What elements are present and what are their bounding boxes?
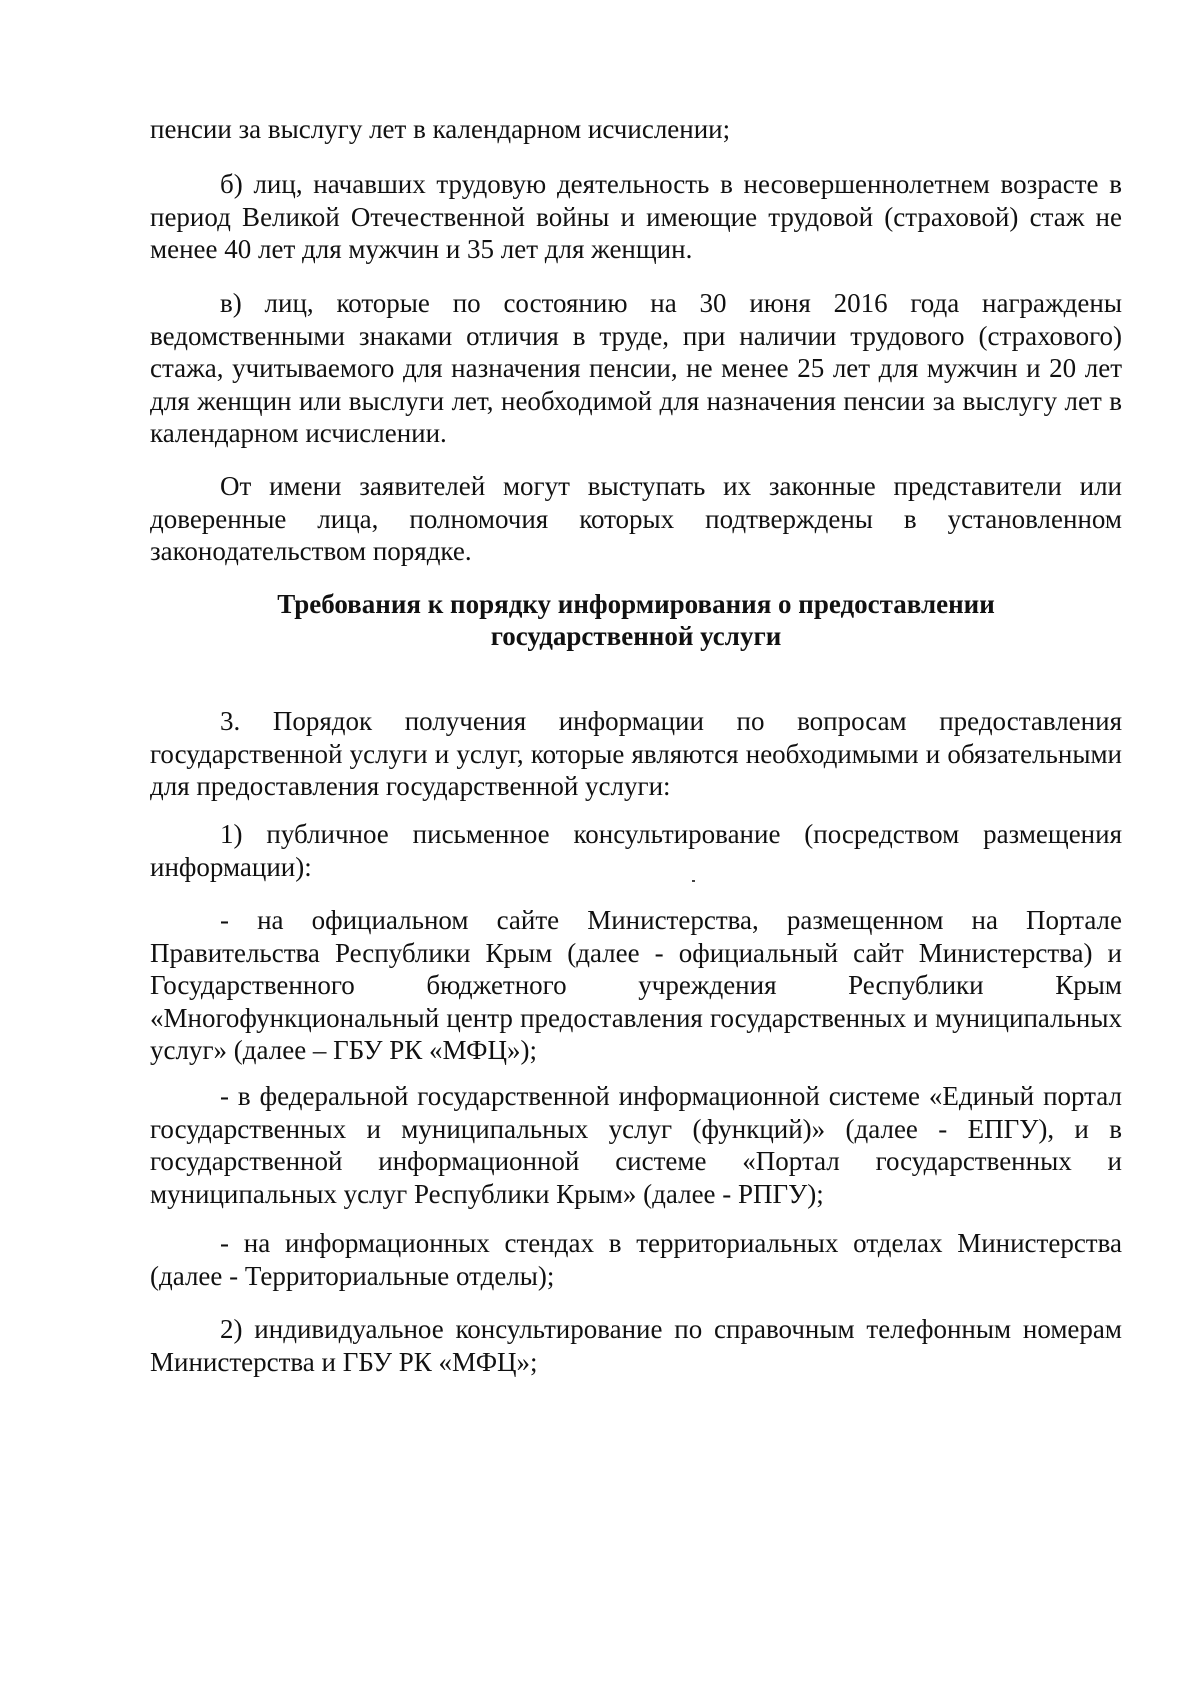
paragraph-bullet-info-stands: - на информационных стендах в территориальных отделах Министерства (далее - Территориальные отделы);: [150, 1228, 1122, 1291]
paragraph-representatives: От имени заявителей могут выступать их законные представители или доверенные лица, полномочия которых подтверждены в установленном законодательством порядке.: [150, 471, 1122, 566]
paragraph-item-2: 2) индивидуальное консультирование по справочным телефонным номерам Министерства и ГБУ РК «МФЦ»;: [150, 1314, 1122, 1377]
paragraph-bullet-official-site: - на официальном сайте Министерства, размещенном на Портале Правительства Республики Крым (далее - официальный сайт Министерства) и Государственного бюджетного учреждения Республики Крым «Многофункциональный центр предоставления государственных и муниципальных услуг» (далее – ГБУ РК «МФЦ»);: [150, 905, 1122, 1065]
paragraph-continuation: пенсии за выслугу лет в календарном исчислении;: [150, 114, 731, 144]
paragraph-bullet-federal-system: - в федеральной государственной информационной системе «Единый портал государственных и муниципальных услуг (функций)» (далее - ЕПГУ), и в государственной информационной системе «Портал государственных и муниципальных услуг Республики Крым» (далее - РПГУ);: [150, 1081, 1122, 1209]
section-heading-line-1: Требования к порядку информирования о предоставлении: [277, 589, 995, 619]
section-heading: [150, 588, 1122, 652]
section-heading-line-2: государственной услуги: [490, 621, 782, 651]
paragraph-item-b: б) лиц, начавших трудовую деятельность в несовершеннолетнем возрасте в период Великой Отечественной войны и имеющие трудовой (страховой) стаж не менее 40 лет для мужчин и 35 лет для женщин.: [150, 169, 1122, 264]
paragraph-item-v: в) лиц, которые по состоянию на 30 июня 2016 года награждены ведомственными знаками отличия в труде, при наличии трудового (страхового) стажа, учитываемого для назначения пенсии, не менее 25 лет для мужчин и 20 лет для женщин или выслуги лет, необходимой для назначения пенсии за выслугу лет в календарном исчислении.: [150, 288, 1122, 448]
paragraph-item-1: 1) публичное письменное консультирование (посредством размещения информации):: [150, 819, 1122, 882]
paragraph-section-3-intro: 3. Порядок получения информации по вопросам предоставления государственной услуги и услуг, которые являются необходимыми и обязательными для предоставления государственной услуги:: [150, 706, 1122, 801]
